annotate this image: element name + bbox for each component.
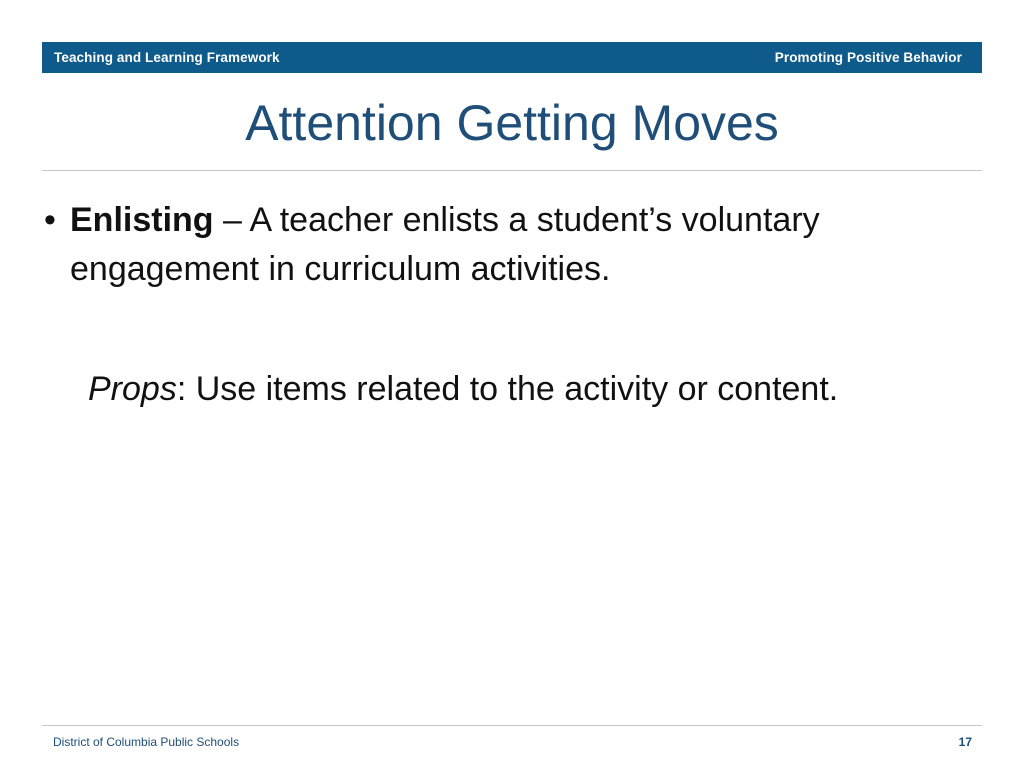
header-bar <box>42 42 982 73</box>
bullet-body <box>70 196 974 294</box>
props-term: Props <box>88 370 177 408</box>
footer-divider <box>42 725 982 726</box>
slide-title: Attention Getting Moves <box>245 95 779 151</box>
title-divider <box>42 170 982 171</box>
header-framework-label: Teaching and Learning Framework <box>54 50 280 65</box>
props-text: : Use items related to the activity or content. <box>176 370 839 408</box>
header-section-label: Promoting Positive Behavior <box>774 50 962 65</box>
footer-organization: District of Columbia Public Schools <box>53 735 240 749</box>
bullet-text: – A teacher enlists a student’s voluntary engagement in curriculum activities. <box>70 201 820 288</box>
props-line <box>88 366 988 412</box>
page-number: 17 <box>958 735 972 749</box>
bullet-item <box>44 196 974 294</box>
bullet-marker: • <box>44 201 56 239</box>
bullet-term: Enlisting <box>70 201 214 239</box>
